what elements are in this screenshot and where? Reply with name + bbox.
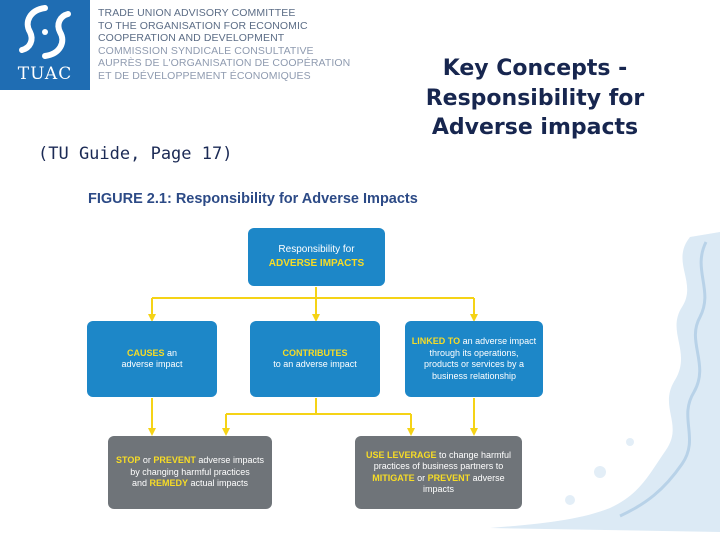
org-line: AUPRÈS DE L'ORGANISATION DE COOPÉRATION — [98, 57, 351, 69]
org-line: COOPERATION AND DEVELOPMENT — [98, 32, 285, 44]
box-text: or — [414, 472, 428, 483]
box-linked-to — [405, 321, 543, 397]
box-text: or — [140, 455, 154, 466]
keyword-contributes: CONTRIBUTES — [282, 347, 348, 358]
keyword-remedy: REMEDY — [149, 478, 188, 489]
box-use-leverage — [355, 436, 522, 509]
box-text: an adverse impact — [460, 336, 537, 346]
keyword-prevent: PREVENT — [153, 455, 196, 466]
box-text: Responsibility for — [278, 244, 355, 255]
keyword-causes: CAUSES — [126, 347, 165, 358]
org-line: ET DE DÉVELOPPEMENT ÉCONOMIQUES — [98, 69, 311, 82]
org-line: TRADE UNION ADVISORY COMMITTEE — [98, 7, 296, 19]
logo-text: TUAC — [17, 64, 73, 84]
box-text: business relationship — [431, 370, 517, 381]
box-text: adverse impact — [121, 359, 183, 369]
keyword-linked-to: LINKED TO — [411, 336, 461, 346]
guide-reference: (TU Guide, Page 17) — [38, 144, 233, 164]
org-line: TO THE ORGANISATION FOR ECONOMIC — [98, 19, 308, 32]
box-text: products or services by a — [423, 359, 525, 369]
org-line: COMMISSION SYNDICALE CONSULTATIVE — [98, 44, 314, 57]
box-text: actual impacts — [188, 478, 249, 489]
box-text: to an adverse impact — [273, 359, 357, 369]
box-keyword: ADVERSE IMPACTS — [268, 258, 365, 269]
keyword-use-leverage: USE LEVERAGE — [365, 449, 437, 460]
keyword-stop: STOP — [116, 455, 141, 466]
box-causes — [87, 321, 217, 397]
box-text: through its operations, — [429, 347, 519, 358]
box-text: by changing harmful practices — [130, 466, 250, 477]
box-text: and — [131, 478, 150, 489]
box-text: adverse impacts — [422, 472, 505, 494]
figure-title: FIGURE 2.1: Responsibility for Adverse Impacts — [88, 191, 418, 207]
box-stop-prevent — [108, 436, 272, 509]
box-text: practices of business partners to — [373, 461, 504, 471]
keyword-prevent: PREVENT — [427, 472, 471, 483]
box-text: to change harmful — [436, 449, 512, 460]
keyword-mitigate: MITIGATE — [372, 472, 415, 483]
box-adverse-impacts — [248, 228, 385, 286]
box-contributes — [250, 321, 380, 397]
slide-title: Key Concepts - Responsibility for Adverse impacts — [425, 56, 645, 140]
box-text: an — [164, 347, 178, 358]
box-text: adverse impacts — [195, 455, 264, 466]
